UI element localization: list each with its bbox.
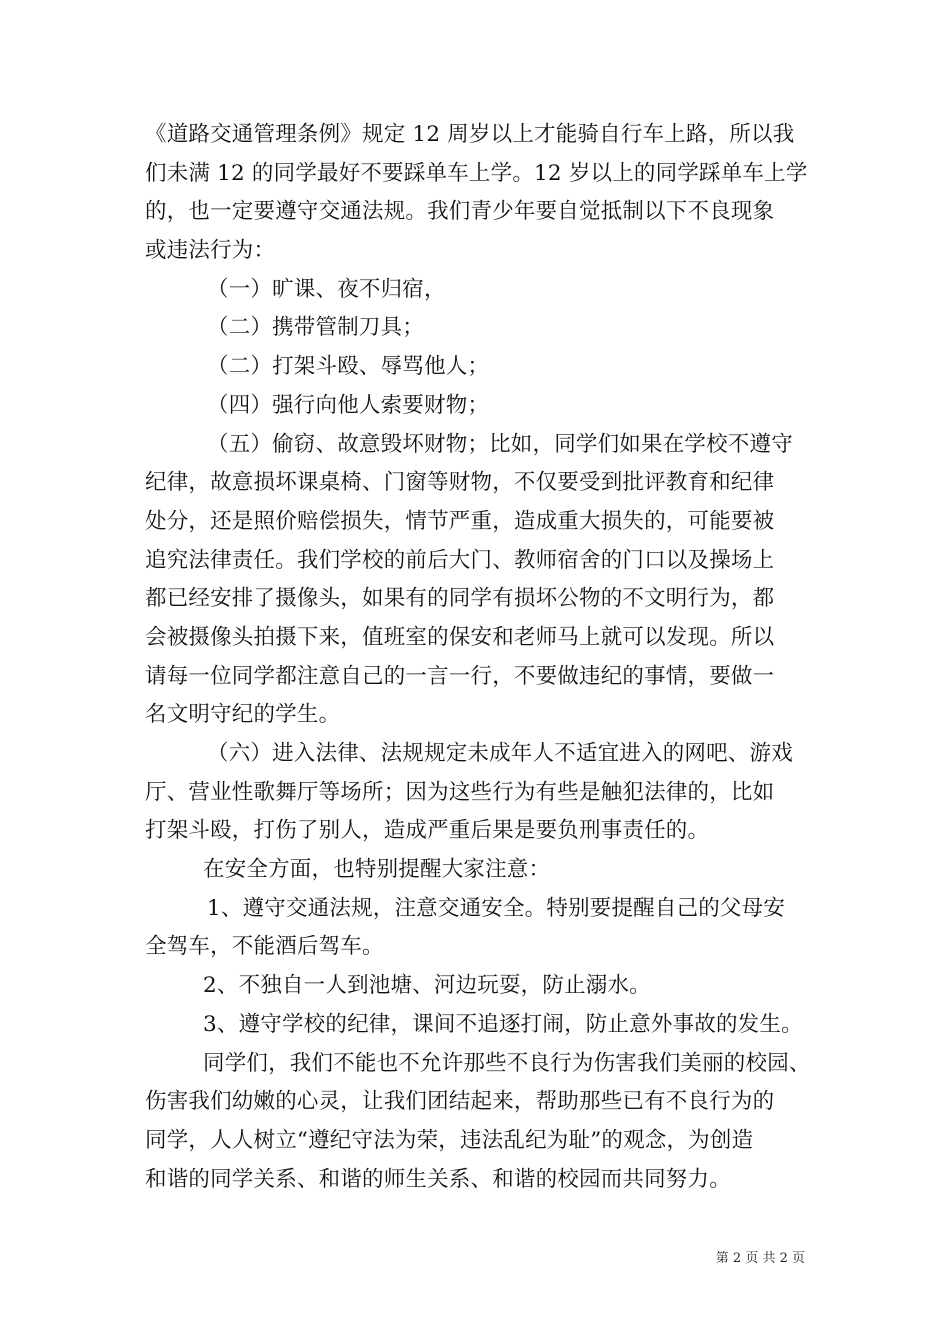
page-number: 第 2 页 共 2 页 — [715, 1251, 805, 1266]
list-item: 1、遵守交通法规，注意交通安全。特别要提醒自己的父母安 — [207, 895, 786, 921]
text-line: 会被摄像头拍摄下来，值班室的保安和老师马上就可以发现。所以 — [145, 624, 775, 650]
list-item: （二）携带管制刀具； — [207, 315, 425, 341]
text-line: 们未满 12 的同学最好不要踩单车上学。12 岁以上的同学踩单车上学 — [145, 160, 808, 186]
list-item: 3、遵守学校的纪律，课间不追逐打闹，防止意外事故的发生。 — [203, 1011, 803, 1037]
text-line: 名文明守纪的学生。 — [145, 702, 341, 728]
text-line: 和谐的同学关系、和谐的师生关系、和谐的校园而共同努力。 — [145, 1166, 731, 1192]
text-line: 请每一位同学都注意自己的一言一行，不要做违纪的事情，要做一 — [145, 663, 775, 689]
text-line: 同学，人人树立“遵纪守法为荣，违法乱纪为耻”的观念，为创造 — [145, 1127, 754, 1153]
text-line: 或违法行为： — [145, 238, 276, 264]
text-line: 都已经安排了摄像头，如果有的同学有损坏公物的不文明行为，都 — [145, 586, 775, 612]
text-line: 的，也一定要遵守交通法规。我们青少年要自觉抵制以下不良现象 — [145, 199, 775, 225]
list-item: （六）进入法律、法规规定未成年人不适宜进入的网吧、游戏 — [207, 741, 793, 766]
text-line: 纪律，故意损坏课桌椅、门窗等财物，不仅要受到批评教育和纪律 — [145, 470, 775, 496]
text-line: 处分，还是照价赔偿损失，情节严重，造成重大损失的，可能要被 — [145, 508, 775, 534]
list-item: （五）偷窃、故意毁坏财物；比如，同学们如果在学校不遵守 — [207, 431, 793, 457]
text-line: 追究法律责任。我们学校的前后大门、教师宿舍的门口以及操场上 — [145, 547, 775, 573]
text-line: 打架斗殴，打伤了别人，造成严重后果是要负刑事责任的。 — [145, 818, 710, 844]
text-line: 《道路交通管理条例》规定 12 周岁以上才能骑自行车上路，所以我 — [145, 122, 795, 147]
text-line: 伤害我们幼嫩的心灵，让我们团结起来，帮助那些已有不良行为的 — [145, 1089, 775, 1115]
text-line: 厅、营业性歌舞厅等场所；因为这些行为有些是触犯法律的，比如 — [145, 779, 775, 805]
list-item: 2、不独自一人到池塘、河边玩耍，防止溺水。 — [203, 973, 651, 999]
list-item: （二）打架斗殴、辱骂他人； — [207, 354, 490, 380]
list-item: （一）旷课、夜不归宿， — [207, 276, 446, 302]
paragraph-start: 在安全方面，也特别提醒大家注意： — [203, 857, 551, 883]
text-line: 全驾车，不能酒后驾车。 — [145, 934, 384, 960]
paragraph-start: 同学们，我们不能也不允许那些不良行为伤害我们美丽的校园、 — [203, 1050, 811, 1076]
list-item: （四）强行向他人索要财物； — [207, 392, 490, 418]
document-body — [145, 116, 810, 1199]
